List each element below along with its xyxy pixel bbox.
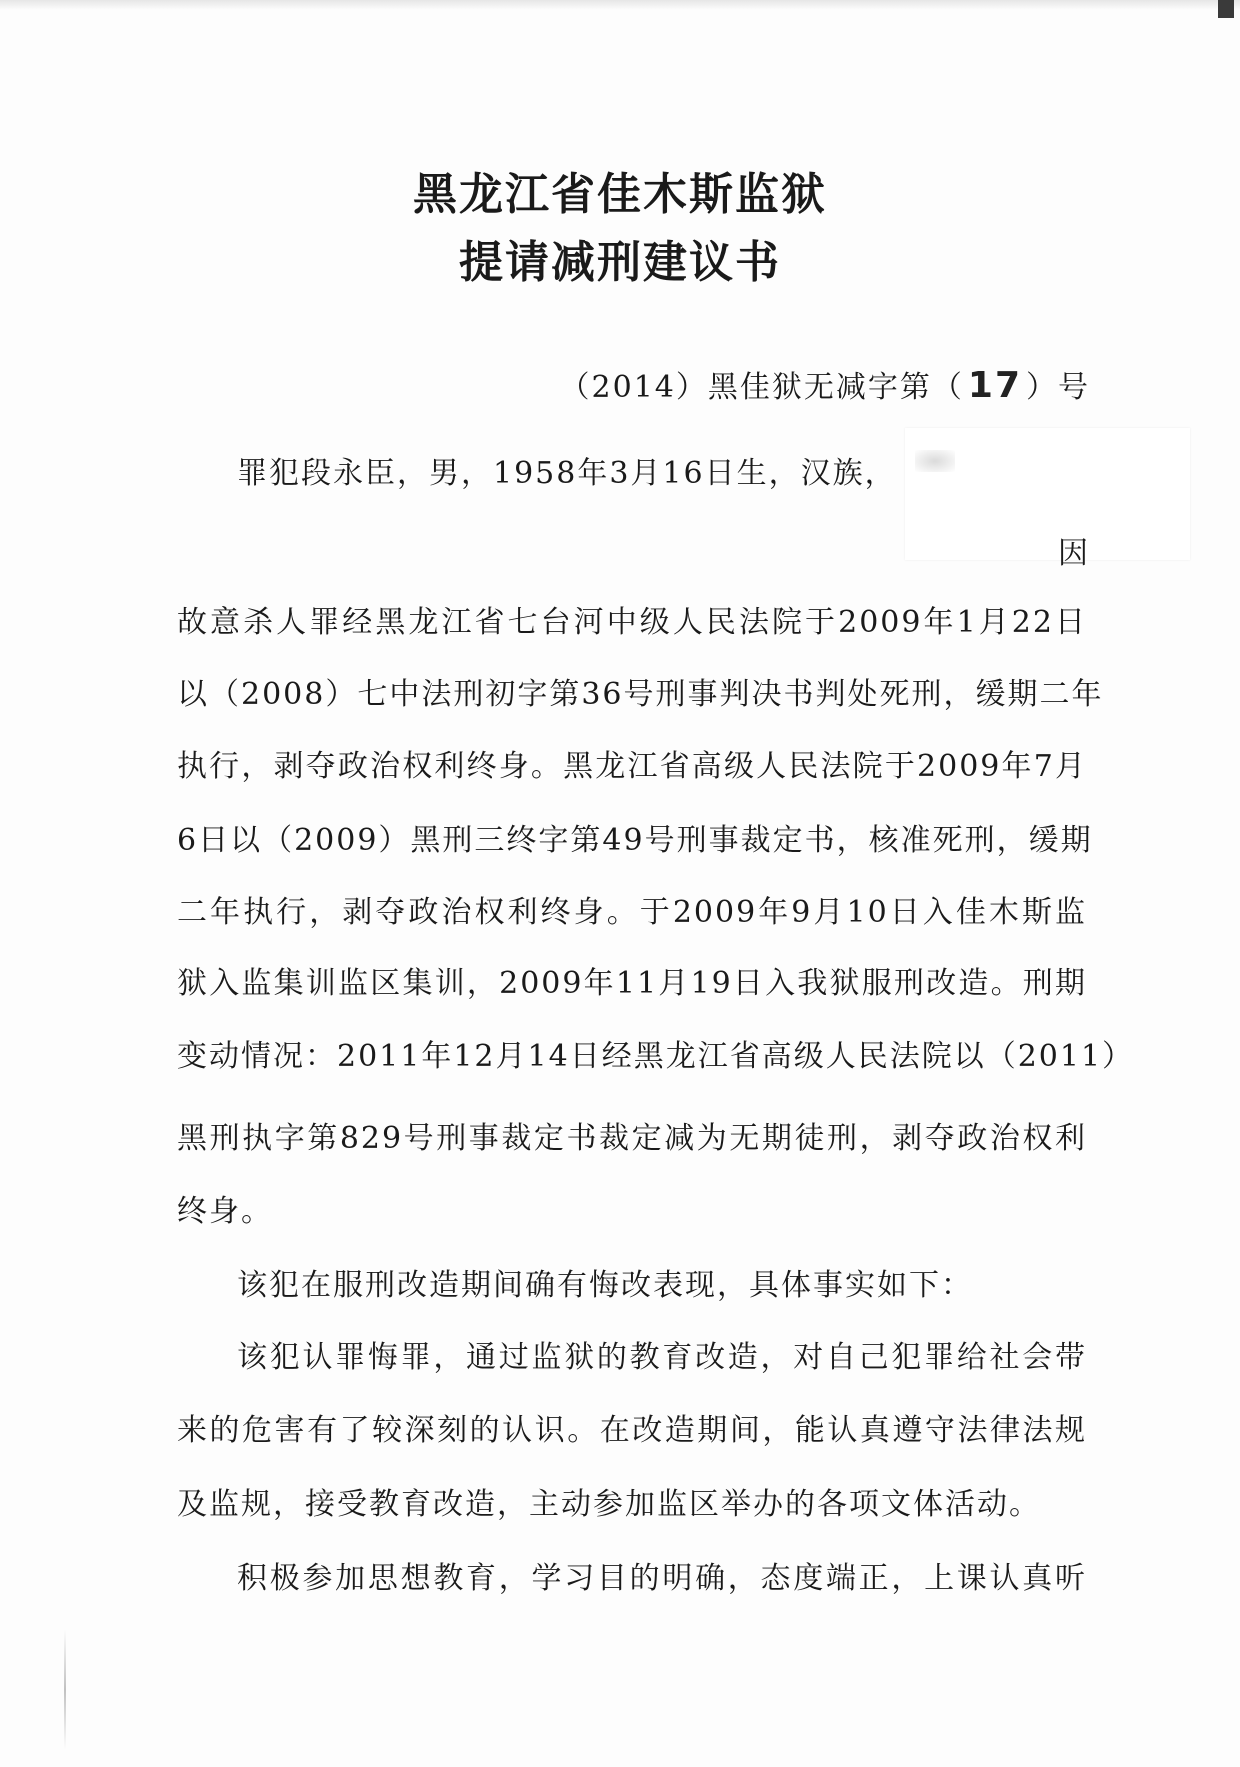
- body-line-3: 故意杀人罪经黑龙江省七台河中级人民法院于2009年1月22日: [177, 605, 1087, 640]
- body-line-13: 该犯认罪悔罪，通过监狱的教育改造，对自己犯罪给社会带: [237, 1340, 1087, 1375]
- redaction-patch: [905, 428, 1190, 560]
- scan-edge-shadow: [0, 0, 1240, 10]
- document-title-institution: 黑龙江省佳木斯监狱: [413, 169, 827, 220]
- body-line-9: 变动情况：2011年12月14日经黑龙江省高级人民法院以（2011）: [177, 1039, 1135, 1074]
- document-title-type: 提请减刑建议书: [459, 237, 781, 288]
- document-number-handwritten: 17: [967, 365, 1022, 406]
- document-number-prefix: （2014）黑佳狱无减字第（: [559, 370, 964, 405]
- body-line-14: 来的危害有了较深刻的认识。在改造期间，能认真遵守法律法规: [177, 1413, 1087, 1448]
- body-line-10: 黑刑执字第829号刑事裁定书裁定减为无期徒刑，剥夺政治权利: [177, 1121, 1087, 1156]
- body-line-1: 罪犯段永臣，男，1958年3月16日生，汉族，: [237, 456, 897, 491]
- document-number: [560, 362, 1090, 406]
- scan-corner-mark: [1218, 0, 1234, 18]
- body-line-15: 及监规，接受教育改造，主动参加监区举办的各项文体活动。: [177, 1487, 1041, 1522]
- redaction-smudge: [915, 450, 955, 472]
- body-line-6: 6日以（2009）黑刑三终字第49号刑事裁定书，核准死刑，缓期: [177, 823, 1093, 858]
- scan-margin-streak: [64, 1630, 66, 1750]
- body-line-2-end: 因: [1058, 536, 1088, 571]
- body-line-16: 积极参加思想教育，学习目的明确，态度端正，上课认真听: [237, 1561, 1087, 1596]
- body-line-8: 狱入监集训监区集训，2009年11月19日入我狱服刑改造。刑期: [177, 966, 1087, 1001]
- body-line-7: 二年执行，剥夺政治权利终身。于2009年9月10日入佳木斯监: [177, 895, 1087, 930]
- body-line-12: 该犯在服刑改造期间确有悔改表现，具体事实如下：: [237, 1268, 973, 1303]
- body-line-11: 终身。: [177, 1194, 273, 1229]
- document-number-suffix: ）号: [1026, 370, 1090, 405]
- body-line-4: 以（2008）七中法刑初字第36号刑事判决书判处死刑，缓期二年: [177, 677, 1104, 712]
- body-line-5: 执行，剥夺政治权利终身。黑龙江省高级人民法院于2009年7月: [177, 749, 1087, 784]
